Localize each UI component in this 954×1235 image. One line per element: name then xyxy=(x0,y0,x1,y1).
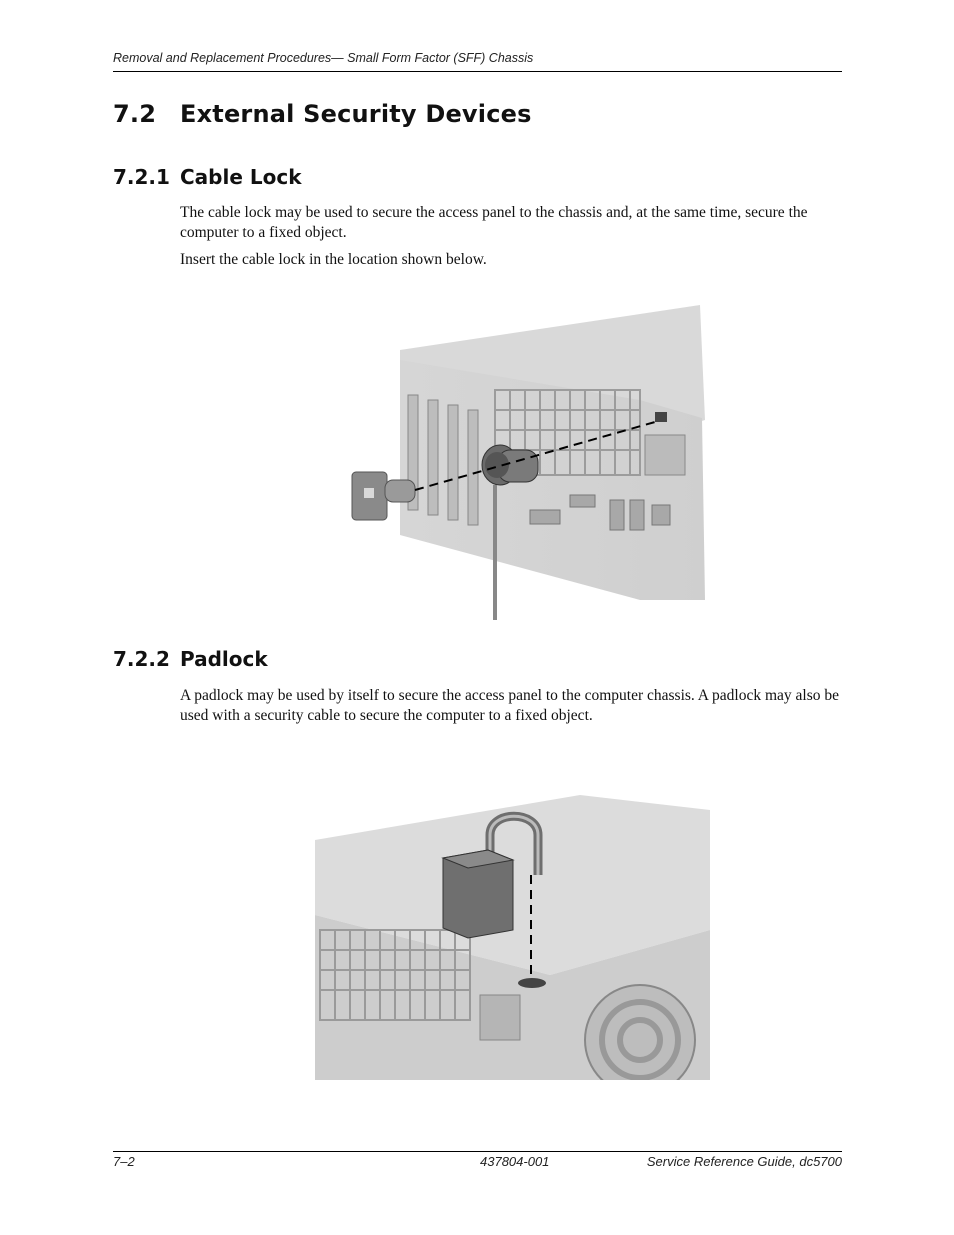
section-title: External Security Devices xyxy=(180,100,532,128)
subsection-title: Cable Lock xyxy=(180,165,302,189)
subsection-heading-padlock xyxy=(113,647,268,671)
subsection-heading-cable-lock xyxy=(113,165,302,189)
cable-lock-paragraph: The cable lock may be used to secure the access panel to the chassis and, at the same time, secure the computer to a fixed object. xyxy=(180,204,808,241)
section-number: 7.2 xyxy=(113,100,157,128)
subsection-title: Padlock xyxy=(180,647,268,671)
cable-lock-instruction: Insert the cable lock in the location shown below. xyxy=(180,251,487,268)
padlock-illustration xyxy=(310,790,710,1080)
subsection-number: 7.2.2 xyxy=(113,647,170,671)
section-heading xyxy=(113,100,532,128)
running-header: Removal and Replacement Procedures— Small Form Factor (SFF) Chassis xyxy=(113,51,534,65)
document-number: 437804-001 xyxy=(480,1154,550,1169)
header-rule xyxy=(113,71,842,72)
cable-lock-illustration xyxy=(340,300,720,625)
guide-title: Service Reference Guide, dc5700 xyxy=(646,1154,842,1169)
subsection-number: 7.2.1 xyxy=(113,165,170,189)
page-number: 7–2 xyxy=(113,1154,135,1169)
padlock-paragraph: A padlock may be used by itself to secure the access panel to the computer chassis. A padlock may also be used with a security cable to secure the computer to a fixed object. xyxy=(180,687,839,724)
footer-rule xyxy=(113,1151,842,1152)
